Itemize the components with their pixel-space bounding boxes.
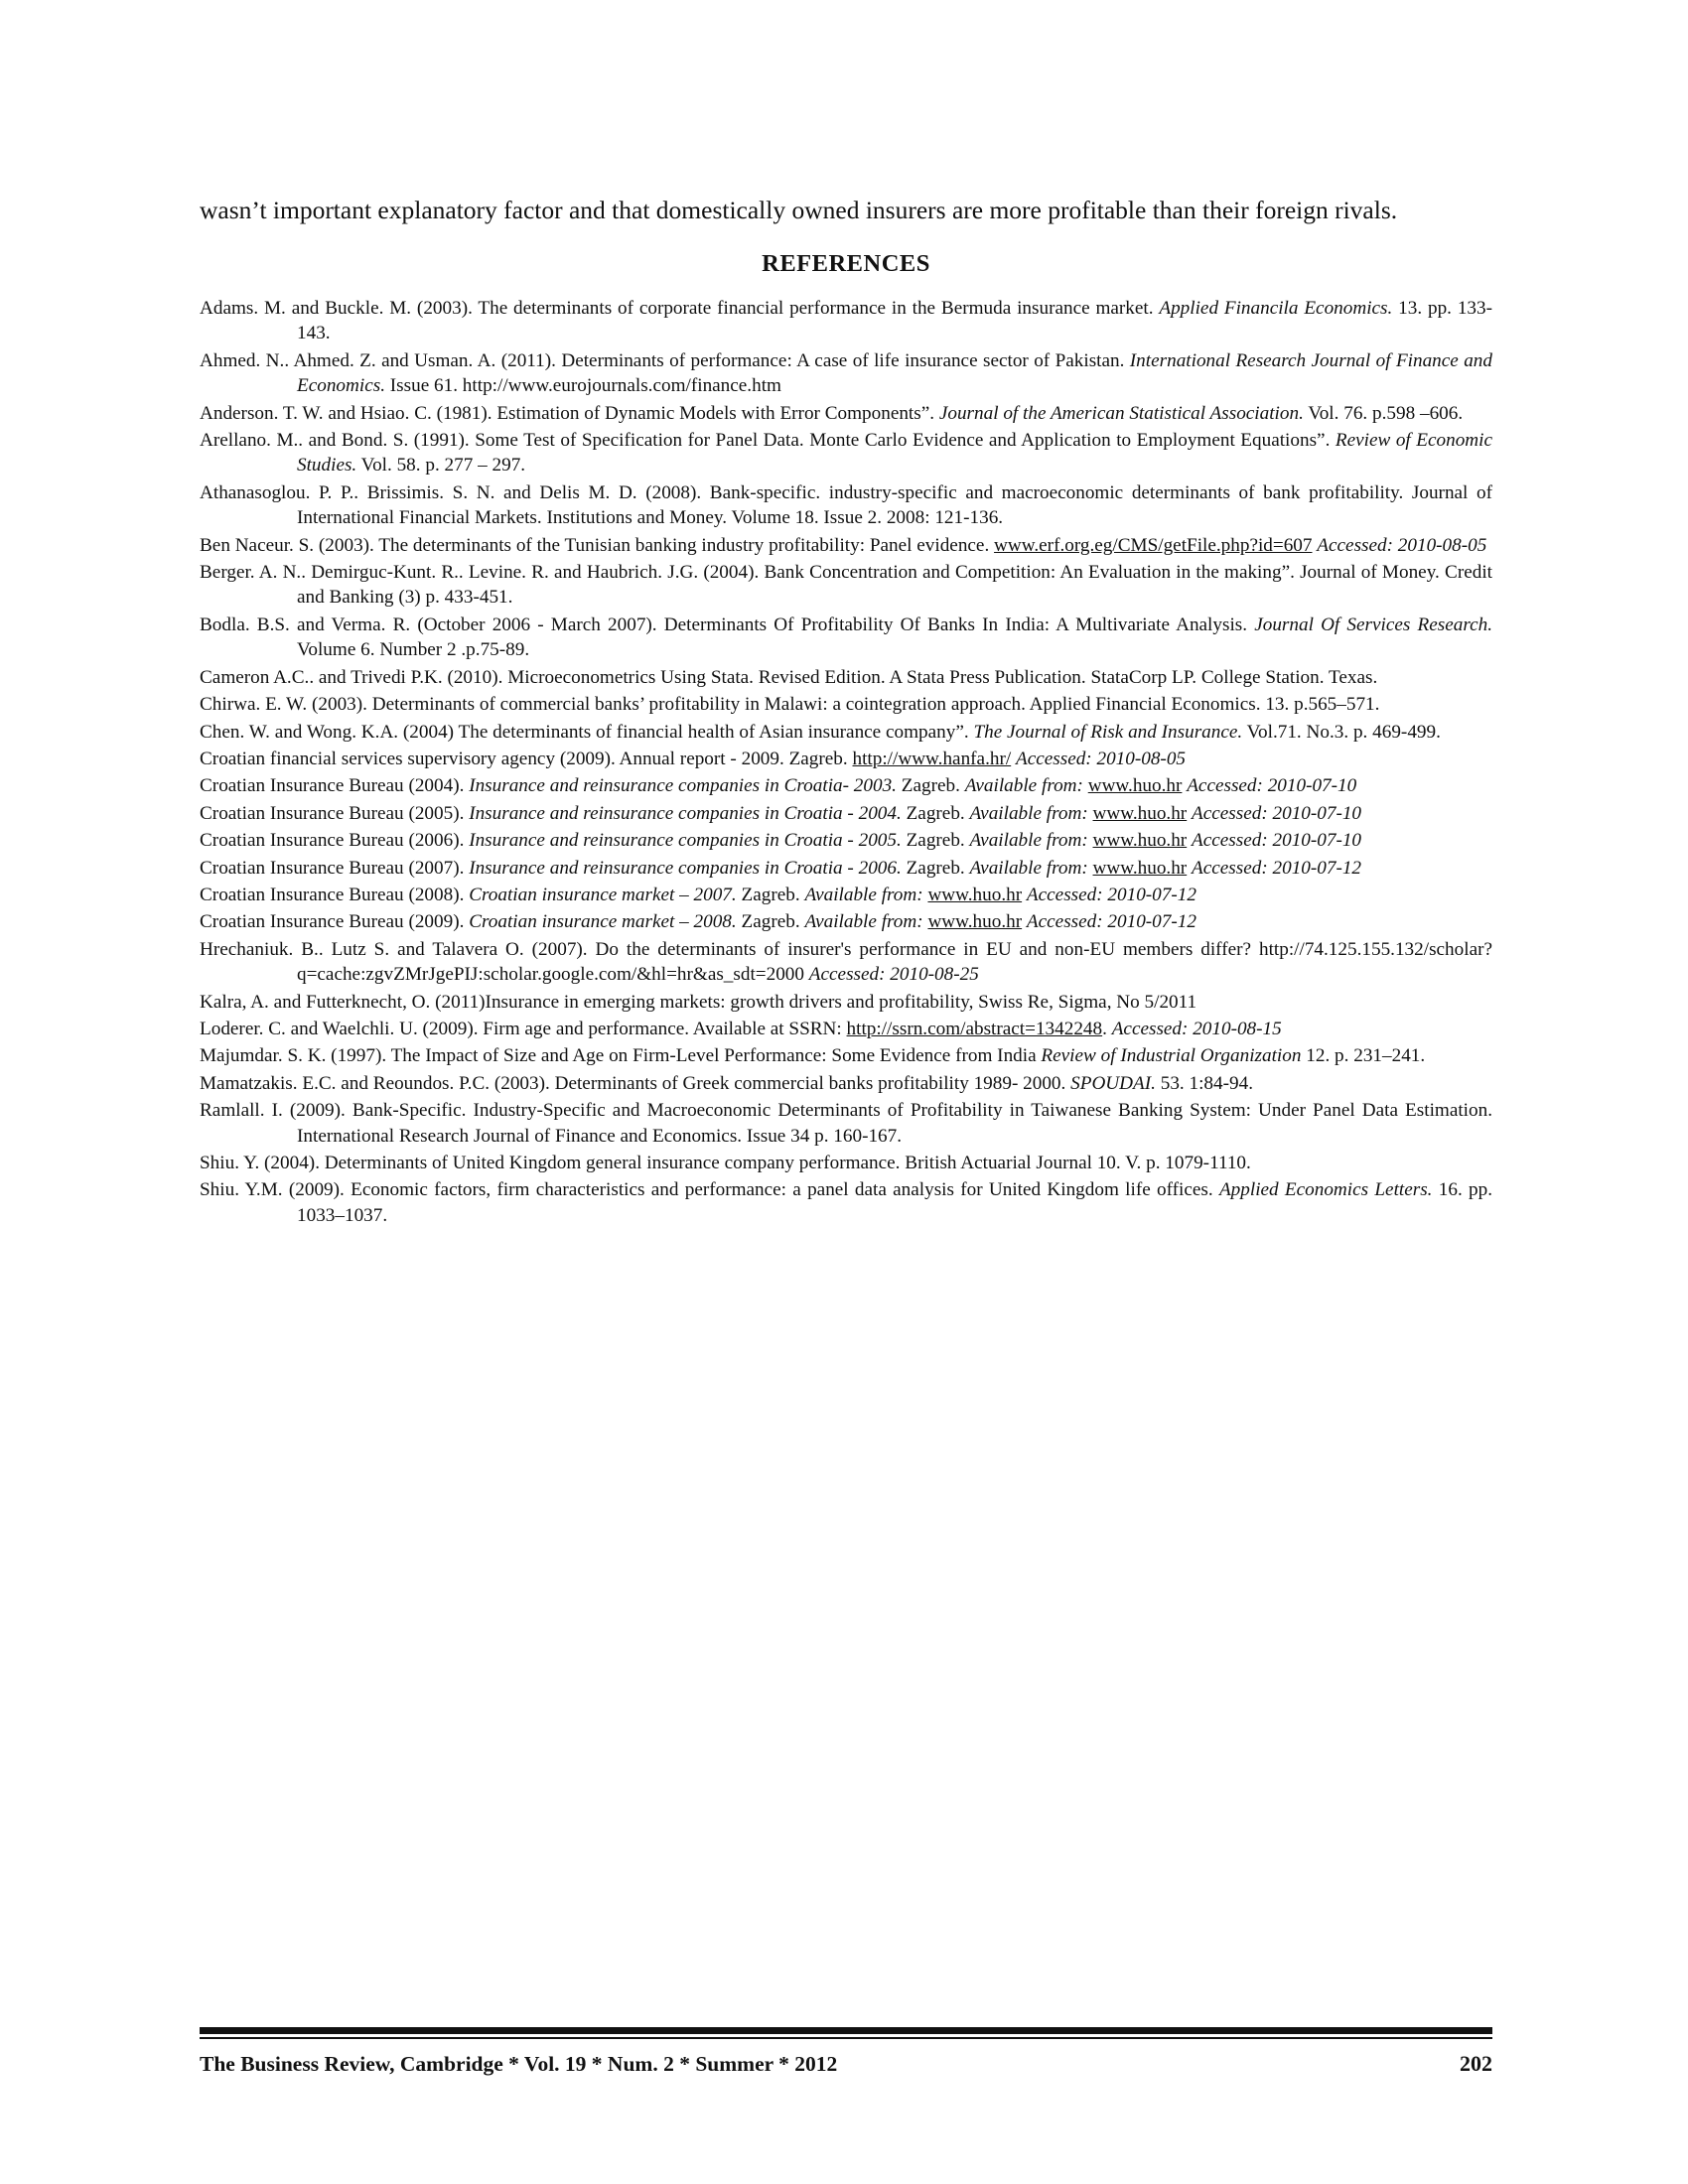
references-list bbox=[200, 296, 1492, 1228]
reference-text: Zagreb. bbox=[901, 802, 970, 824]
reference-text: 53. 1:84-94. bbox=[1155, 1072, 1253, 1094]
reference-text: Hrechaniuk. B.. Lutz S. and Talavera O. (2007). Do the determinants of insurer's performance in EU and non-EU members differ? http://74.125.155.132/scholar?q=cache:zgvZMrJgePIJ:scholar.google.com/&hl=hr&as_sdt=2000 bbox=[200, 938, 1492, 986]
reference-text: Arellano. M.. and Bond. S. (1991). Some Test of Specification for Panel Data. Monte Carlo Evidence and Application to Employment Equations”. bbox=[200, 430, 1336, 452]
reference-text: 12. p. 231–241. bbox=[1301, 1045, 1426, 1067]
reference-entry bbox=[200, 1177, 1492, 1228]
reference-italic-text: Accessed: 2010-08-05 bbox=[1317, 534, 1487, 556]
reference-entry bbox=[200, 1043, 1492, 1068]
page-footer bbox=[200, 2027, 1492, 2077]
reference-italic-text: Review of Industrial Organization bbox=[1041, 1045, 1302, 1067]
reference-text: Athanasoglou. P. P.. Brissimis. S. N. and Delis M. D. (2008). Bank-specific. industry-specific and macroeconomic determinants of bank profitability. Journal of International Financial Markets. Institutions and Money. Volume 18. Issue 2. 2008: 121-136. bbox=[200, 481, 1492, 529]
reference-entry bbox=[200, 883, 1492, 907]
reference-text: Croatian Insurance Bureau (2004). bbox=[200, 775, 470, 797]
reference-italic-text: Accessed: 2010-08-15 bbox=[1111, 1018, 1282, 1039]
reference-link[interactable]: http://www.hanfa.hr/ bbox=[852, 748, 1012, 769]
reference-entry bbox=[200, 401, 1492, 426]
footer-journal-title: The Business Review, Cambridge * Vol. 19 * Num. 2 * Summer * 2012 bbox=[200, 2052, 838, 2076]
reference-text: Croatian Insurance Bureau (2005). bbox=[200, 802, 470, 824]
reference-text: Croatian Insurance Bureau (2007). bbox=[200, 857, 470, 879]
reference-entry bbox=[200, 533, 1492, 558]
reference-text: Chirwa. E. W. (2003). Determinants of commercial banks’ profitability in Malawi: a cointegration approach. Applied Financial Economics. 13. p.565–571. bbox=[200, 694, 1380, 716]
intro-paragraph: wasn’t important explanatory factor and that domestically owned insurers are more profitable than their foreign rivals. bbox=[200, 196, 1398, 224]
reference-text: Vol. 76. p.598 –606. bbox=[1303, 402, 1464, 424]
reference-entry bbox=[200, 613, 1492, 663]
reference-italic-text: Review of Economic Studies. bbox=[297, 430, 1492, 477]
reference-entry bbox=[200, 1017, 1492, 1041]
reference-text: Chen. W. and Wong. K.A. (2004) The determinants of financial health of Asian insurance company”. bbox=[200, 721, 974, 743]
reference-text: Zagreb. bbox=[736, 911, 805, 933]
reference-italic-text: Available from: bbox=[804, 911, 923, 933]
reference-entry bbox=[200, 1151, 1492, 1175]
reference-italic-text: The Journal of Risk and Insurance. bbox=[973, 721, 1243, 743]
reference-italic-text: Applied Financila Economics. bbox=[1159, 298, 1393, 319]
reference-italic-text: Available from: bbox=[969, 857, 1088, 879]
reference-italic-text: Journal of the American Statistical Association. bbox=[938, 402, 1304, 424]
reference-text: Mamatzakis. E.C. and Reoundos. P.C. (2003). Determinants of Greek commercial banks profitability 1989- 2000. bbox=[200, 1072, 1071, 1094]
reference-entry bbox=[200, 348, 1492, 399]
footer-rule-thick bbox=[200, 2027, 1492, 2034]
reference-text: Cameron A.C.. and Trivedi P.K. (2010). Microeconometrics Using Stata. Revised Edition. A Stata Press Publication. StataCorp LP. College Station. Texas. bbox=[200, 666, 1378, 688]
reference-italic-text: Accessed: 2010-07-10 bbox=[1192, 802, 1362, 824]
reference-link[interactable]: www.huo.hr bbox=[1092, 857, 1188, 879]
reference-text: Issue 61. http://www.eurojournals.com/finance.htm bbox=[385, 375, 781, 397]
reference-text: Zagreb. bbox=[901, 830, 970, 852]
reference-italic-text: Accessed: 2010-07-10 bbox=[1187, 775, 1357, 797]
reference-italic-text: Accessed: 2010-07-10 bbox=[1192, 830, 1362, 852]
reference-entry bbox=[200, 747, 1492, 771]
reference-text: Volume 6. Number 2 .p.75-89. bbox=[297, 639, 530, 661]
reference-text: Vol. 58. p. 277 – 297. bbox=[356, 455, 526, 477]
reference-text: Ahmed. N.. Ahmed. Z. and Usman. A. (2011). Determinants of performance: A case of life insurance sector of Pakistan. bbox=[200, 349, 1130, 371]
reference-text: Anderson. T. W. and Hsiao. C. (1981). Estimation of Dynamic Models with Error Components”. bbox=[200, 402, 939, 424]
reference-entry bbox=[200, 909, 1492, 934]
references-heading: REFERENCES bbox=[762, 250, 930, 277]
reference-italic-text: Insurance and reinsurance companies in Croatia - 2006. bbox=[469, 857, 902, 879]
reference-italic-text: Accessed: 2010-07-12 bbox=[1192, 857, 1362, 879]
reference-text: Shiu. Y. (2004). Determinants of United Kingdom general insurance company performance. British Actuarial Journal 10. V. p. 1079-1110. bbox=[200, 1153, 1251, 1173]
reference-italic-text: Insurance and reinsurance companies in Croatia - 2004. bbox=[469, 802, 902, 824]
reference-link[interactable]: www.huo.hr bbox=[927, 884, 1023, 905]
reference-entry bbox=[200, 428, 1492, 478]
reference-text: Ramlall. I. (2009). Bank-Specific. Industry-Specific and Macroeconomic Determinants of Profitability in Taiwanese Banking System: Under Panel Data Estimation. International Research Journal of Finance and Economics. Issue 34 p. 160-167. bbox=[200, 1100, 1492, 1147]
page-number: 202 bbox=[1460, 2051, 1492, 2076]
reference-italic-text: SPOUDAI. bbox=[1070, 1072, 1156, 1094]
reference-link[interactable]: www.erf.org.eg/CMS/getFile.php?id=607 bbox=[994, 534, 1313, 556]
reference-text: . bbox=[1102, 1018, 1112, 1039]
reference-text: Berger. A. N.. Demirguc-Kunt. R.. Levine. R. and Haubrich. J.G. (2004). Bank Concentration and Competition: An Evaluation in the making”. Journal of Money. Credit and Banking (3) p. 433-451. bbox=[200, 562, 1492, 609]
reference-entry bbox=[200, 801, 1492, 826]
reference-text: Adams. M. and Buckle. M. (2003). The determinants of corporate financial performance in the Bermuda insurance market. bbox=[200, 298, 1160, 319]
reference-entry bbox=[200, 665, 1492, 690]
reference-entry bbox=[200, 828, 1492, 853]
reference-italic-text: Insurance and reinsurance companies in Croatia - 2005. bbox=[469, 830, 902, 852]
reference-text: Shiu. Y.M. (2009). Economic factors, firm characteristics and performance: a panel data analysis for United Kingdom life offices. bbox=[200, 1179, 1219, 1201]
reference-entry bbox=[200, 692, 1492, 717]
reference-entry bbox=[200, 856, 1492, 881]
reference-text: Majumdar. S. K. (1997). The Impact of Size and Age on Firm-Level Performance: Some Evidence from India bbox=[200, 1045, 1042, 1067]
reference-text: Croatian Insurance Bureau (2009). bbox=[200, 911, 470, 933]
reference-text: Kalra, A. and Futterknecht, O. (2011)Insurance in emerging markets: growth drivers and profitability, Swiss Re, Sigma, No 5/2011 bbox=[200, 991, 1197, 1013]
reference-italic-text: Croatian insurance market – 2007. bbox=[469, 884, 737, 905]
reference-entry bbox=[200, 480, 1492, 531]
reference-link[interactable]: www.huo.hr bbox=[927, 911, 1023, 933]
reference-entry bbox=[200, 1071, 1492, 1096]
footer-rule-thin bbox=[200, 2037, 1492, 2039]
reference-text: Zagreb. bbox=[896, 775, 965, 797]
reference-text: 16. pp. 1033–1037. bbox=[297, 1179, 1493, 1226]
reference-text: Zagreb. bbox=[736, 884, 805, 905]
reference-italic-text: Available from: bbox=[969, 830, 1088, 852]
reference-italic-text: Accessed: 2010-07-12 bbox=[1026, 911, 1196, 933]
reference-italic-text: Accessed: 2010-08-25 bbox=[808, 964, 979, 986]
reference-italic-text: Accessed: 2010-07-12 bbox=[1026, 884, 1196, 905]
reference-entry bbox=[200, 990, 1492, 1015]
reference-entry bbox=[200, 560, 1492, 611]
reference-text: Ben Naceur. S. (2003). The determinants of the Tunisian banking industry profitability: Panel evidence. bbox=[200, 534, 995, 556]
reference-italic-text: Applied Economics Letters. bbox=[1218, 1179, 1433, 1201]
reference-italic-text: Insurance and reinsurance companies in Croatia- 2003. bbox=[469, 775, 897, 797]
reference-text: Loderer. C. and Waelchli. U. (2009). Firm age and performance. Available at SSRN: bbox=[200, 1018, 847, 1039]
reference-italic-text: Accessed: 2010-08-05 bbox=[1015, 748, 1187, 769]
reference-italic-text: Available from: bbox=[969, 802, 1088, 824]
reference-link[interactable]: www.huo.hr bbox=[1087, 775, 1183, 797]
reference-entry bbox=[200, 937, 1492, 988]
page-body bbox=[200, 195, 1492, 1230]
reference-italic-text: Available from: bbox=[964, 775, 1083, 797]
reference-italic-text: Croatian insurance market – 2008. bbox=[469, 911, 737, 933]
reference-entry bbox=[200, 720, 1492, 745]
reference-link[interactable]: www.huo.hr bbox=[1092, 802, 1188, 824]
reference-italic-text: Available from: bbox=[804, 884, 923, 905]
reference-text: Croatian financial services supervisory agency (2009). Annual report - 2009. Zagreb. bbox=[200, 748, 853, 769]
reference-entry bbox=[200, 1098, 1492, 1149]
reference-text: Bodla. B.S. and Verma. R. (October 2006 - March 2007). Determinants Of Profitability Of Banks In India: A Multivariate Analysis. bbox=[200, 614, 1255, 635]
reference-text: Vol.71. No.3. p. 469-499. bbox=[1242, 721, 1441, 743]
reference-link[interactable]: http://ssrn.com/abstract=1342248 bbox=[846, 1018, 1103, 1039]
reference-italic-text: Journal Of Services Research. bbox=[1254, 614, 1492, 635]
reference-entry bbox=[200, 773, 1492, 798]
reference-entry bbox=[200, 296, 1492, 346]
reference-italic-text: International Research Journal of Finance and Economics. bbox=[297, 349, 1492, 397]
reference-link[interactable]: www.huo.hr bbox=[1092, 830, 1188, 852]
reference-text: Croatian Insurance Bureau (2006). bbox=[200, 830, 470, 852]
reference-text: Zagreb. bbox=[901, 857, 970, 879]
reference-text: Croatian Insurance Bureau (2008). bbox=[200, 884, 470, 905]
reference-text: 13. pp. 133-143. bbox=[297, 298, 1492, 344]
